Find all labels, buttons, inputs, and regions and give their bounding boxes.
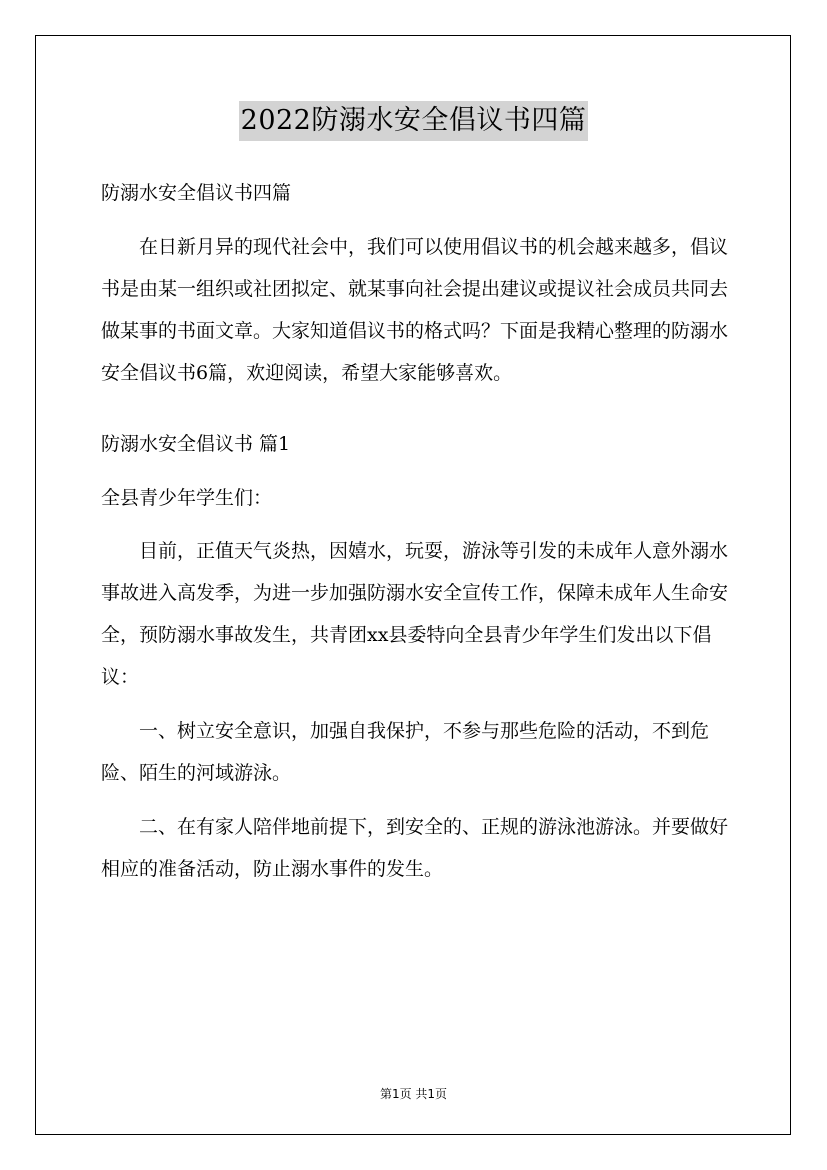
document-title: 2022防溺水安全倡议书四篇 [239,101,589,141]
title-wrap [0,101,827,141]
page-number: 第1页 共1页 [379,1087,448,1101]
document-body [101,173,731,890]
body-paragraph-3: 二、在有家人陪伴地前提下，到安全的、正规的游泳池游泳。并要做好相应的准备活动，防止溺水事件的发生。 [101,816,729,880]
intro-paragraph: 在日新月异的现代社会中，我们可以使用倡议书的机会越来越多，倡议书是由某一组织或社团拟定、就某事向社会提出建议或提议社会成员共同去做某事的书面文章。大家知道倡议书的格式吗？下面是我精心整理的防溺水安全倡议书6篇，欢迎阅读，希望大家能够喜欢。 [101,236,729,384]
body-paragraph-1: 目前，正值天气炎热，因嬉水，玩耍，游泳等引发的未成年人意外溺水事故进入高发季，为进一步加强防溺水安全宣传工作，保障未成年人生命安全，预防溺水事故发生，共青团xx县委特向全县青少年学生们发出以下倡议： [101,540,729,688]
document-subtitle: 防溺水安全倡议书四篇 [101,182,292,204]
section-heading: 防溺水安全倡议书 篇1 [101,433,291,455]
page-footer [0,1085,827,1102]
body-paragraph-2: 一、树立安全意识，加强自我保护，不参与那些危险的活动，不到危险、陌生的河域游泳。 [101,720,710,784]
salutation: 全县青少年学生们： [101,487,273,509]
